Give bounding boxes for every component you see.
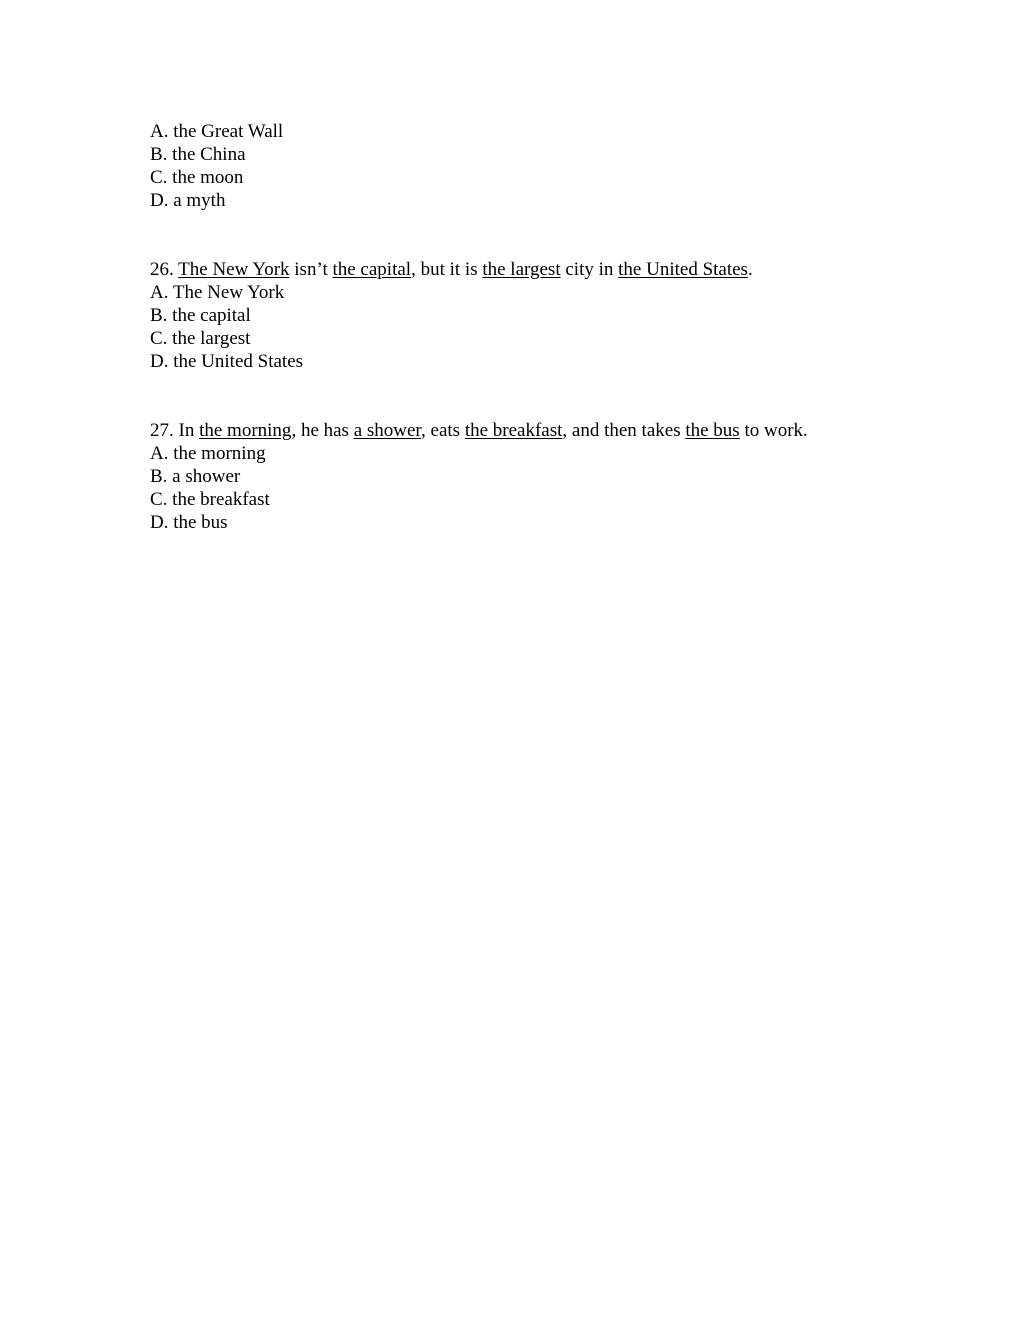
option-c: C. the breakfast	[150, 489, 270, 510]
spacer	[150, 212, 890, 258]
option-d: D. the United States	[150, 351, 304, 372]
question-26	[150, 258, 890, 373]
question-27-stem	[150, 419, 890, 442]
underlined-phrase: the morning	[199, 420, 292, 441]
stem-text: , but it is	[411, 259, 483, 280]
underlined-phrase: the capital	[332, 259, 412, 280]
option-b: B. the China	[150, 144, 246, 165]
option-c: C. the largest	[150, 328, 251, 349]
option-a: A. The New York	[150, 282, 285, 303]
stem-text: , he has	[291, 420, 354, 441]
underlined-phrase: the largest	[482, 259, 561, 280]
spacer	[150, 373, 890, 419]
underlined-phrase: the United States	[618, 259, 748, 280]
option-a: A. the morning	[150, 443, 266, 464]
stem-text: to work.	[739, 420, 808, 441]
stem-text: , and then takes	[562, 420, 686, 441]
stem-text: .	[747, 259, 753, 280]
worksheet-page	[150, 120, 890, 534]
underlined-phrase: the bus	[685, 420, 740, 441]
option-d: D. a myth	[150, 190, 226, 211]
underlined-phrase: a shower	[353, 420, 422, 441]
option-a: A. the Great Wall	[150, 121, 284, 142]
option-b: B. a shower	[150, 466, 241, 487]
question-25-options	[150, 120, 890, 212]
option-b: B. the capital	[150, 305, 251, 326]
option-c: C. the moon	[150, 167, 244, 188]
option-d: D. the bus	[150, 512, 228, 533]
stem-text: isn’t	[289, 259, 333, 280]
question-27	[150, 419, 890, 534]
stem-text: city in	[560, 259, 619, 280]
stem-text: , eats	[421, 420, 465, 441]
question-number: 27. In	[150, 420, 200, 441]
question-number: 26.	[150, 259, 179, 280]
question-26-stem	[150, 258, 890, 281]
underlined-phrase: the breakfast	[464, 420, 563, 441]
underlined-phrase: The New York	[178, 259, 290, 280]
